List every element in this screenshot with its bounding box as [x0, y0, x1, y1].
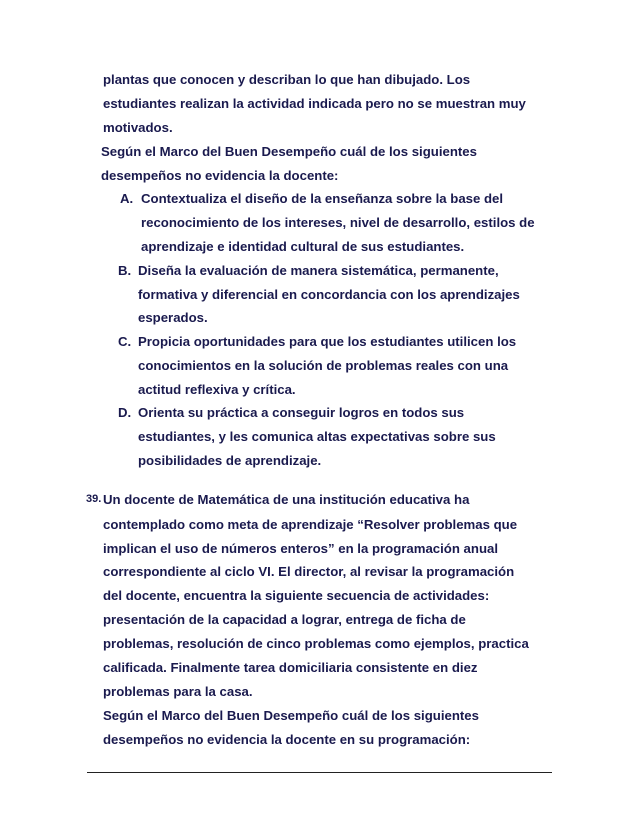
- intro-line-1: plantas que conocen y describan lo que han dibujado. Los: [103, 72, 471, 87]
- intro-line-3: motivados.: [103, 120, 173, 135]
- question-39-line-2: contemplado como meta de aprendizaje “Resolver problemas que: [103, 517, 518, 532]
- question-38-prompt-line-2: desempeños no evidencia la docente:: [101, 168, 339, 183]
- option-b-letter: B.: [118, 263, 132, 278]
- question-39-line-4: correspondiente al ciclo VI. El director, al revisar la programación: [103, 564, 515, 579]
- option-b-line-1: Diseña la evaluación de manera sistemática, permanente,: [138, 263, 499, 278]
- question-39-line-3: implican el uso de números enteros” en la programación anual: [103, 541, 498, 556]
- option-c-line-3: actitud reflexiva y crítica.: [138, 382, 296, 397]
- intro-line-2: estudiantes realizan la actividad indicada pero no se muestran muy: [103, 96, 526, 111]
- question-39-line-8: calificada. Finalmente tarea domiciliaria consistente en diez: [103, 660, 478, 675]
- question-39-line-9: problemas para la casa.: [103, 684, 253, 699]
- option-a-letter: A.: [120, 191, 134, 206]
- option-d-line-2: estudiantes, y les comunica altas expectativas sobre sus: [138, 429, 496, 444]
- question-39-line-10: Según el Marco del Buen Desempeño cuál de los siguientes: [103, 708, 479, 723]
- question-38-prompt-line-1: Según el Marco del Buen Desempeño cuál de los siguientes: [101, 144, 477, 159]
- question-39-line-7: problemas, resolución de cinco problemas como ejemplos, practica: [103, 636, 529, 651]
- footer-divider: [87, 772, 552, 773]
- question-39-line-5: del docente, encuentra la siguiente secuencia de actividades:: [103, 588, 490, 603]
- question-39-line-1: Un docente de Matemática de una institución educativa ha: [103, 492, 470, 507]
- option-d-line-3: posibilidades de aprendizaje.: [138, 453, 322, 468]
- option-a-line-2: reconocimiento de los intereses, nivel de desarrollo, estilos de: [141, 215, 535, 230]
- option-a-line-1: Contextualiza el diseño de la enseñanza sobre la base del: [141, 191, 504, 206]
- option-d-line-1: Orienta su práctica a conseguir logros en todos sus: [138, 405, 465, 420]
- option-b-line-2: formativa y diferencial en concordancia con los aprendizajes: [138, 287, 520, 302]
- option-c-letter: C.: [118, 334, 132, 349]
- option-b-line-3: esperados.: [138, 310, 208, 325]
- question-39-line-6: presentación de la capacidad a lograr, entrega de ficha de: [103, 612, 466, 627]
- option-a-line-3: aprendizaje e identidad cultural de sus estudiantes.: [141, 239, 465, 254]
- option-d-letter: D.: [118, 405, 132, 420]
- question-39-line-11: desempeños no evidencia la docente en su programación:: [103, 732, 471, 747]
- option-c-line-2: conocimientos en la solución de problemas reales con una: [138, 358, 509, 373]
- option-c-line-1: Propicia oportunidades para que los estudiantes utilicen los: [138, 334, 517, 349]
- question-39-number: 39.: [86, 493, 102, 505]
